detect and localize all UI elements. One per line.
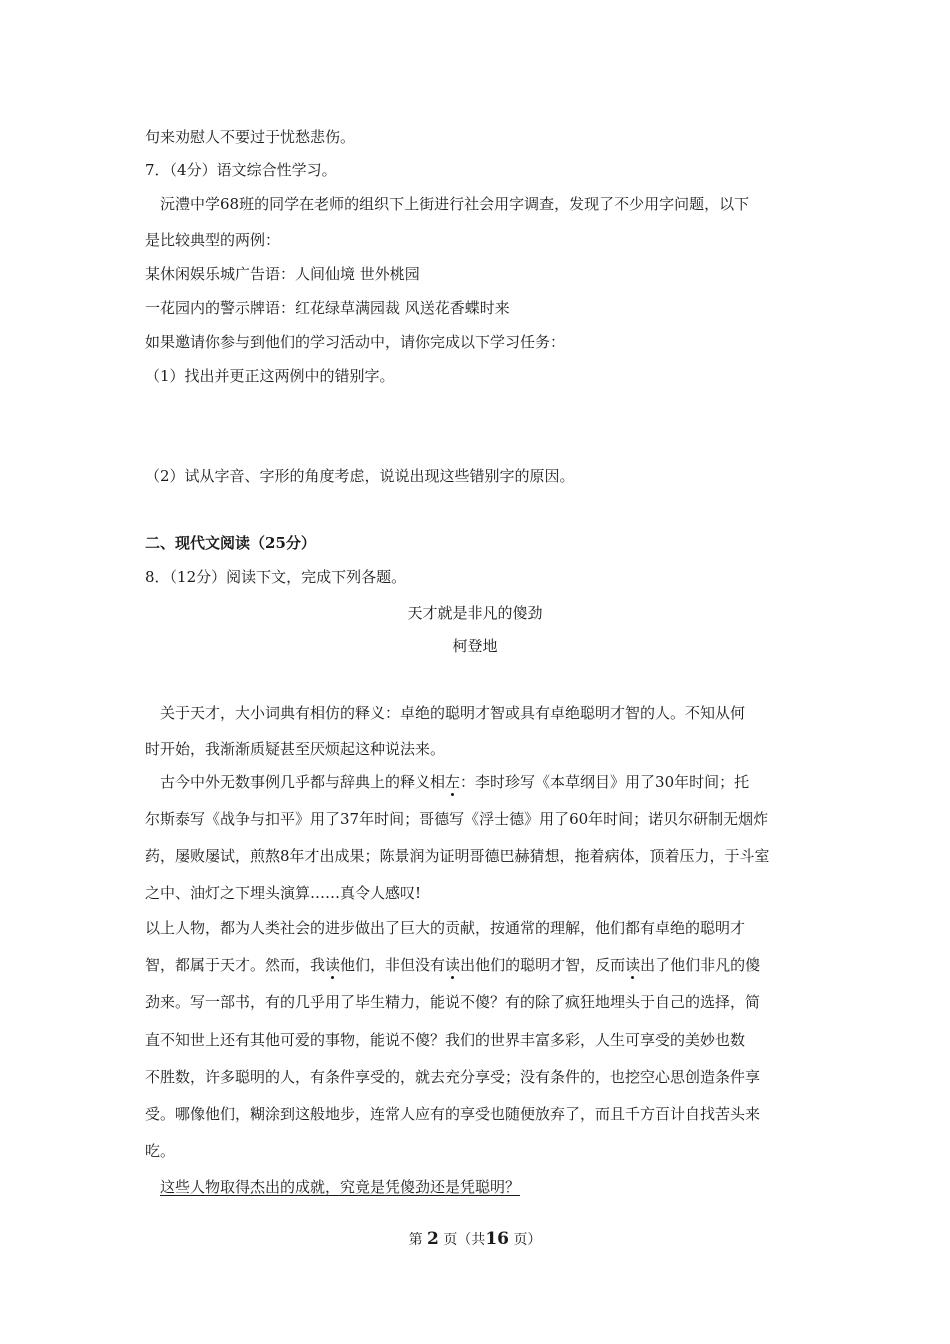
footer-text: 页） [513, 1232, 542, 1248]
paragraph-line [160, 772, 749, 792]
paragraph-line: 时开始，我渐渐质疑甚至厌烦起这种说法来。 [145, 740, 446, 758]
paragraph-line: 尔斯泰写《战争与扣平》用了37年时间；哥德写《浮士德》用了60年时间；诺贝尔研制无烟炸 [145, 810, 769, 828]
paragraph-line: 劲来。写一部书，有的几乎用了毕生精力，能说不傻？有的除了疯狂地埋头于自己的选择，简 [145, 993, 761, 1011]
text-line: 如果邀请你参与到他们的学习活动中，请你完成以下学习任务： [145, 333, 566, 351]
dotted-char: 读 [325, 956, 341, 974]
text-span: 他们，非但没有 [340, 956, 446, 974]
paragraph-line: 吃。 [145, 1142, 176, 1160]
text-line: 是比较典型的两例： [145, 231, 281, 249]
paragraph-line [145, 955, 760, 975]
footer-text: 页（共 [443, 1232, 486, 1248]
section-heading: 二、现代文阅读（25分） [145, 534, 316, 552]
total-pages: 16 [485, 1229, 509, 1249]
paragraph-line: 药，屡败屡试，煎熬8年才出成果；陈景润为证明哥德巴赫猜想，拖着病体，顶着压力，于斗室 [145, 847, 770, 865]
dotted-char: 左 [445, 773, 461, 791]
text-span: 出了他们非凡的傻 [640, 956, 761, 974]
text-span: 智，都属于天才。然而，我 [145, 956, 326, 974]
paragraph-line: 直不知世上还有其他可爱的事物，能说不傻？我们的世界丰富多彩，人生可享受的美妙也数 [145, 1031, 746, 1049]
underlined-sentence: 这些人物取得杰出的成就，究竟是凭傻劲还是凭聪明？ [160, 1178, 521, 1196]
paragraph-line: 受。哪像他们，糊涂到这般地步，连常人应有的享受也随便放弃了，而且千方百计自找苦头来 [145, 1105, 761, 1123]
paragraph-line: 以上人物，都为人类社会的进步做出了巨大的贡献，按通常的理解，他们都有卓绝的聪明才 [145, 919, 746, 937]
article-title: 天才就是非凡的傻劲 [407, 604, 543, 622]
question-7-header: 7．（4分）语文综合性学习。 [145, 161, 337, 179]
dotted-char: 读 [445, 956, 461, 974]
text-line: 沅澧中学68班的同学在老师的组织下上街进行社会用字调查，发现了不少用字问题，以下 [160, 195, 750, 213]
text-line: 句来劝慰人不要过于忧愁悲伤。 [145, 128, 356, 146]
example-1: 某休闲娱乐城广告语：人间仙境 世外桃园 [145, 265, 420, 283]
paragraph-line: 关于天才，大小词典有相仿的释义：卓绝的聪明才智或具有卓绝聪明才智的人。不知从何 [160, 704, 746, 722]
text-span: 出他们的聪明才智，反而 [460, 956, 626, 974]
text-span: ：李时珍写《本草纲目》用了30年时间；托 [460, 773, 750, 791]
text-span: 古今中外无数事例几乎都与辞典上的释义相 [160, 773, 446, 791]
dotted-char: 读 [625, 956, 641, 974]
question-8-header: 8．（12分）阅读下文，完成下列各题。 [145, 568, 407, 586]
paragraph-line: 不胜数，许多聪明的人，有条件享受的，就去充分享受；没有条件的，也挖空心思创造条件享 [145, 1068, 761, 1086]
page-number: 2 [427, 1229, 439, 1249]
page-footer [0, 1228, 950, 1251]
task-2: （2）试从字音、字形的角度考虑，说说出现这些错别字的原因。 [145, 467, 575, 485]
paragraph-line: 之中、油灯之下埋头演算……真令人感叹! [145, 884, 422, 902]
article-author: 柯登地 [452, 637, 498, 655]
example-2: 一花园内的警示牌语：红花绿草满园裁 风送花香蝶时来 [145, 299, 510, 317]
footer-text: 第 [408, 1232, 423, 1248]
task-1: （1）找出并更正这两例中的错别字。 [145, 367, 395, 385]
